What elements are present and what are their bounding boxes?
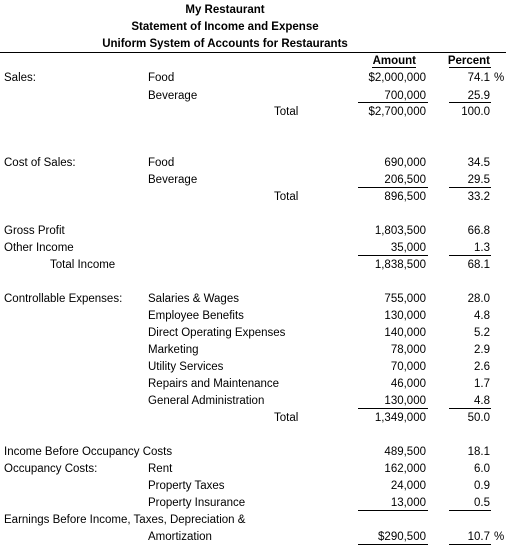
income-before-occupancy-label: Income Before Occupancy Costs xyxy=(4,446,173,458)
cost-food-percent: 34.5 xyxy=(467,157,490,169)
sales-food-amount: $2,000,000 xyxy=(368,72,426,84)
sales-food-percent: 74.1 xyxy=(467,72,490,84)
sales-percent-rule xyxy=(449,102,491,103)
expense-item-label: Utility Services xyxy=(148,361,224,373)
sales-label: Sales: xyxy=(4,72,36,84)
sales-food-label: Food xyxy=(148,72,175,84)
cost-amount-rule xyxy=(358,187,428,188)
occupancy-item-label: Property Taxes xyxy=(148,480,225,492)
cost-total-label: Total xyxy=(274,191,299,203)
amount-column-header: Amount xyxy=(372,55,416,67)
ebitda-percent: 10.7 xyxy=(467,531,490,543)
ebitda-amount-rule xyxy=(358,544,428,545)
expense-item-amount: 130,000 xyxy=(384,310,426,322)
ebitda-amount: $290,500 xyxy=(378,531,426,543)
ebitda-label-line2: Amortization xyxy=(148,531,212,543)
cost-beverage-label: Beverage xyxy=(148,174,198,186)
cost-food-label: Food xyxy=(148,157,175,169)
total-income-label: Total Income xyxy=(50,259,116,271)
ebitda-label-line1: Earnings Before Income, Taxes, Depreciation & xyxy=(4,514,246,526)
sales-total-amount: $2,700,000 xyxy=(368,106,426,118)
percent-column-header: Percent xyxy=(447,55,490,67)
controllable-expenses-label: Controllable Expenses: xyxy=(4,293,123,305)
expense-item-percent: 2.6 xyxy=(474,361,490,373)
expense-item-amount: 70,000 xyxy=(390,361,426,373)
report-subtitle: Statement of Income and Expense xyxy=(131,21,319,33)
controllable-amount-rule xyxy=(358,408,428,409)
occupancy-amount-rule xyxy=(358,510,428,511)
sales-total-percent: 100.0 xyxy=(461,106,490,118)
occupancy-item-amount: 162,000 xyxy=(384,463,426,475)
income-amount-rule xyxy=(358,255,428,256)
cost-beverage-percent: 29.5 xyxy=(467,174,490,186)
expense-item-label: General Administration xyxy=(148,395,265,407)
expense-item-percent: 28.0 xyxy=(467,293,490,305)
report-title: My Restaurant xyxy=(185,4,265,16)
sales-amount-rule xyxy=(358,102,428,103)
cost-of-sales-label: Cost of Sales: xyxy=(4,157,76,169)
occupancy-item-percent: 0.9 xyxy=(474,480,490,492)
cost-percent-rule xyxy=(449,187,491,188)
percent-header-underline xyxy=(449,67,491,68)
cost-total-percent: 33.2 xyxy=(467,191,490,203)
sales-beverage-amount: 700,000 xyxy=(384,90,426,102)
total-income-amount: 1,838,500 xyxy=(374,259,426,271)
cost-total-amount: 896,500 xyxy=(384,191,426,203)
occupancy-item-amount: 13,000 xyxy=(390,497,426,509)
occupancy-item-label: Rent xyxy=(148,463,173,475)
income-before-occupancy-amount: 489,500 xyxy=(384,446,426,458)
occupancy-item-percent: 0.5 xyxy=(474,497,490,509)
amount-header-underline xyxy=(372,67,416,68)
gross-profit-amount: 1,803,500 xyxy=(374,225,426,237)
expense-item-percent: 5.2 xyxy=(474,327,490,339)
total-income-percent: 68.1 xyxy=(467,259,490,271)
occupancy-item-percent: 6.0 xyxy=(474,463,490,475)
controllable-total-amount: 1,349,000 xyxy=(374,412,426,424)
expense-item-label: Repairs and Maintenance xyxy=(148,378,280,390)
expense-item-label: Marketing xyxy=(148,344,199,356)
other-income-percent: 1.3 xyxy=(474,242,490,254)
cost-beverage-amount: 206,500 xyxy=(384,174,426,186)
sales-beverage-label: Beverage xyxy=(148,90,198,102)
expense-item-label: Salaries & Wages xyxy=(148,293,239,305)
controllable-total-label: Total xyxy=(274,412,299,424)
occupancy-item-label: Property Insurance xyxy=(148,497,246,509)
occupancy-costs-label: Occupancy Costs: xyxy=(4,463,98,475)
income-before-occupancy-percent: 18.1 xyxy=(467,446,490,458)
header-divider xyxy=(0,52,506,53)
occupancy-item-amount: 24,000 xyxy=(390,480,426,492)
expense-item-label: Direct Operating Expenses xyxy=(148,327,286,339)
expense-item-percent: 4.8 xyxy=(474,395,490,407)
gross-profit-label: Gross Profit xyxy=(4,225,65,237)
expense-item-amount: 130,000 xyxy=(384,395,426,407)
ebitda-percent-rule xyxy=(449,544,491,545)
ebitda-percent-sign: % xyxy=(494,531,505,543)
expense-item-percent: 1.7 xyxy=(474,378,490,390)
controllable-percent-rule xyxy=(449,408,491,409)
occupancy-percent-rule xyxy=(449,510,491,511)
expense-item-percent: 4.8 xyxy=(474,310,490,322)
sales-beverage-percent: 25.9 xyxy=(467,90,490,102)
gross-profit-percent: 66.8 xyxy=(467,225,490,237)
expense-item-amount: 755,000 xyxy=(384,293,426,305)
other-income-amount: 35,000 xyxy=(390,242,426,254)
report-subtitle-2: Uniform System of Accounts for Restaurants xyxy=(102,38,348,50)
income-percent-rule xyxy=(449,255,491,256)
expense-item-amount: 78,000 xyxy=(390,344,426,356)
expense-item-label: Employee Benefits xyxy=(148,310,244,322)
cost-food-amount: 690,000 xyxy=(384,157,426,169)
controllable-total-percent: 50.0 xyxy=(467,412,490,424)
other-income-label: Other Income xyxy=(4,242,74,254)
sales-total-label: Total xyxy=(274,106,299,118)
expense-item-amount: 46,000 xyxy=(390,378,426,390)
expense-item-percent: 2.9 xyxy=(474,344,490,356)
sales-food-percent-sign: % xyxy=(494,72,505,84)
expense-item-amount: 140,000 xyxy=(384,327,426,339)
